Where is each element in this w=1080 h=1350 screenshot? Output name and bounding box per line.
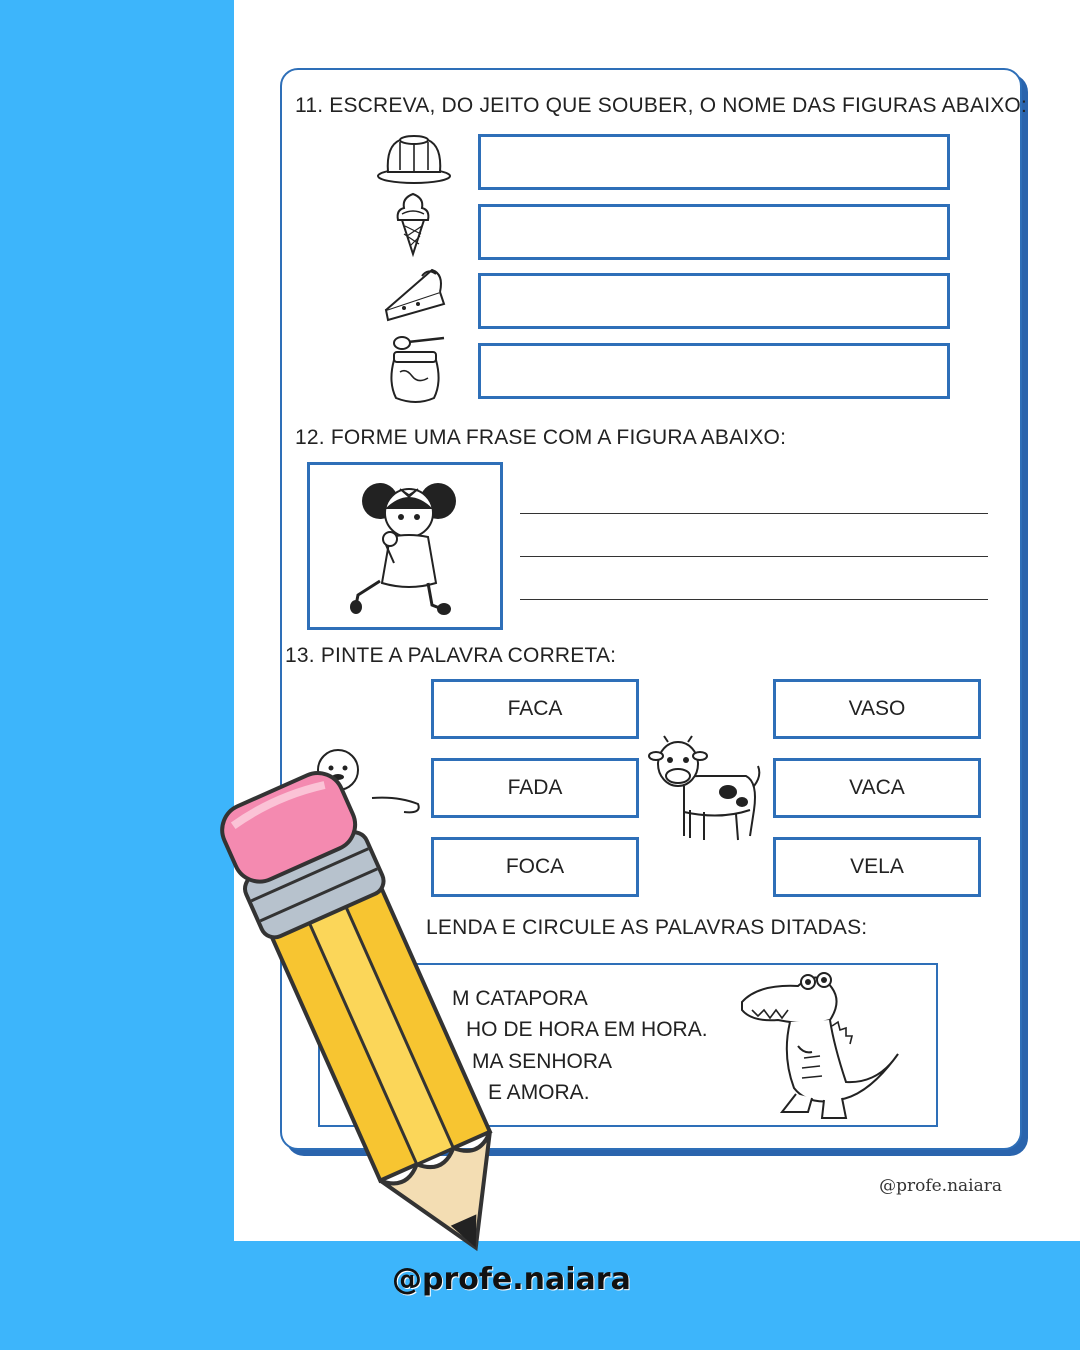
girl-eating-ice-cream-icon xyxy=(350,473,470,623)
cow-icon xyxy=(650,736,762,844)
question-14-title: LENDA E CIRCULE AS PALAVRAS DITADAS: xyxy=(426,916,868,939)
answer-box-4[interactable] xyxy=(478,343,950,399)
word-box-faca[interactable]: FACA xyxy=(431,679,639,739)
write-line-3[interactable] xyxy=(520,599,988,600)
question-12-picture-box xyxy=(307,462,503,630)
answer-box-3[interactable] xyxy=(478,273,950,329)
question-13-title: 13. PINTE A PALAVRA CORRETA: xyxy=(285,644,617,667)
word-box-vaso[interactable]: VASO xyxy=(773,679,981,739)
poem-line-2: HO DE HORA EM HORA. xyxy=(466,1018,708,1041)
word-box-vaca[interactable]: VACA xyxy=(773,758,981,818)
ice-cream-icon xyxy=(392,190,434,256)
question-12-title: 12. FORME UMA FRASE COM A FIGURA ABAIXO: xyxy=(295,426,787,449)
honey-jar-icon xyxy=(386,332,448,406)
poem-line-3: MA SENHORA xyxy=(472,1050,613,1073)
answer-box-1[interactable] xyxy=(478,134,950,190)
pie-slice-icon xyxy=(382,264,452,322)
alligator-icon xyxy=(738,966,904,1122)
pencil-icon xyxy=(250,770,500,1250)
footer-handle[interactable]: @profe.naiara xyxy=(392,1262,631,1297)
word-box-vela[interactable]: VELA xyxy=(773,837,981,897)
write-line-1[interactable] xyxy=(520,513,988,514)
word-box-foca[interactable]: FOCA xyxy=(431,837,639,897)
question-11-title: 11. ESCREVA, DO JEITO QUE SOUBER, O NOME DAS FIGURAS ABAIXO: xyxy=(295,94,1027,117)
poem-line-1: M CATAPORA xyxy=(452,987,588,1010)
answer-box-2[interactable] xyxy=(478,204,950,260)
poem-line-4: E AMORA. xyxy=(488,1081,590,1104)
write-line-2[interactable] xyxy=(520,556,988,557)
word-box-fada[interactable]: FADA xyxy=(431,758,639,818)
pudding-icon xyxy=(374,132,454,186)
watermark: @profe.naiara xyxy=(879,1176,1002,1196)
